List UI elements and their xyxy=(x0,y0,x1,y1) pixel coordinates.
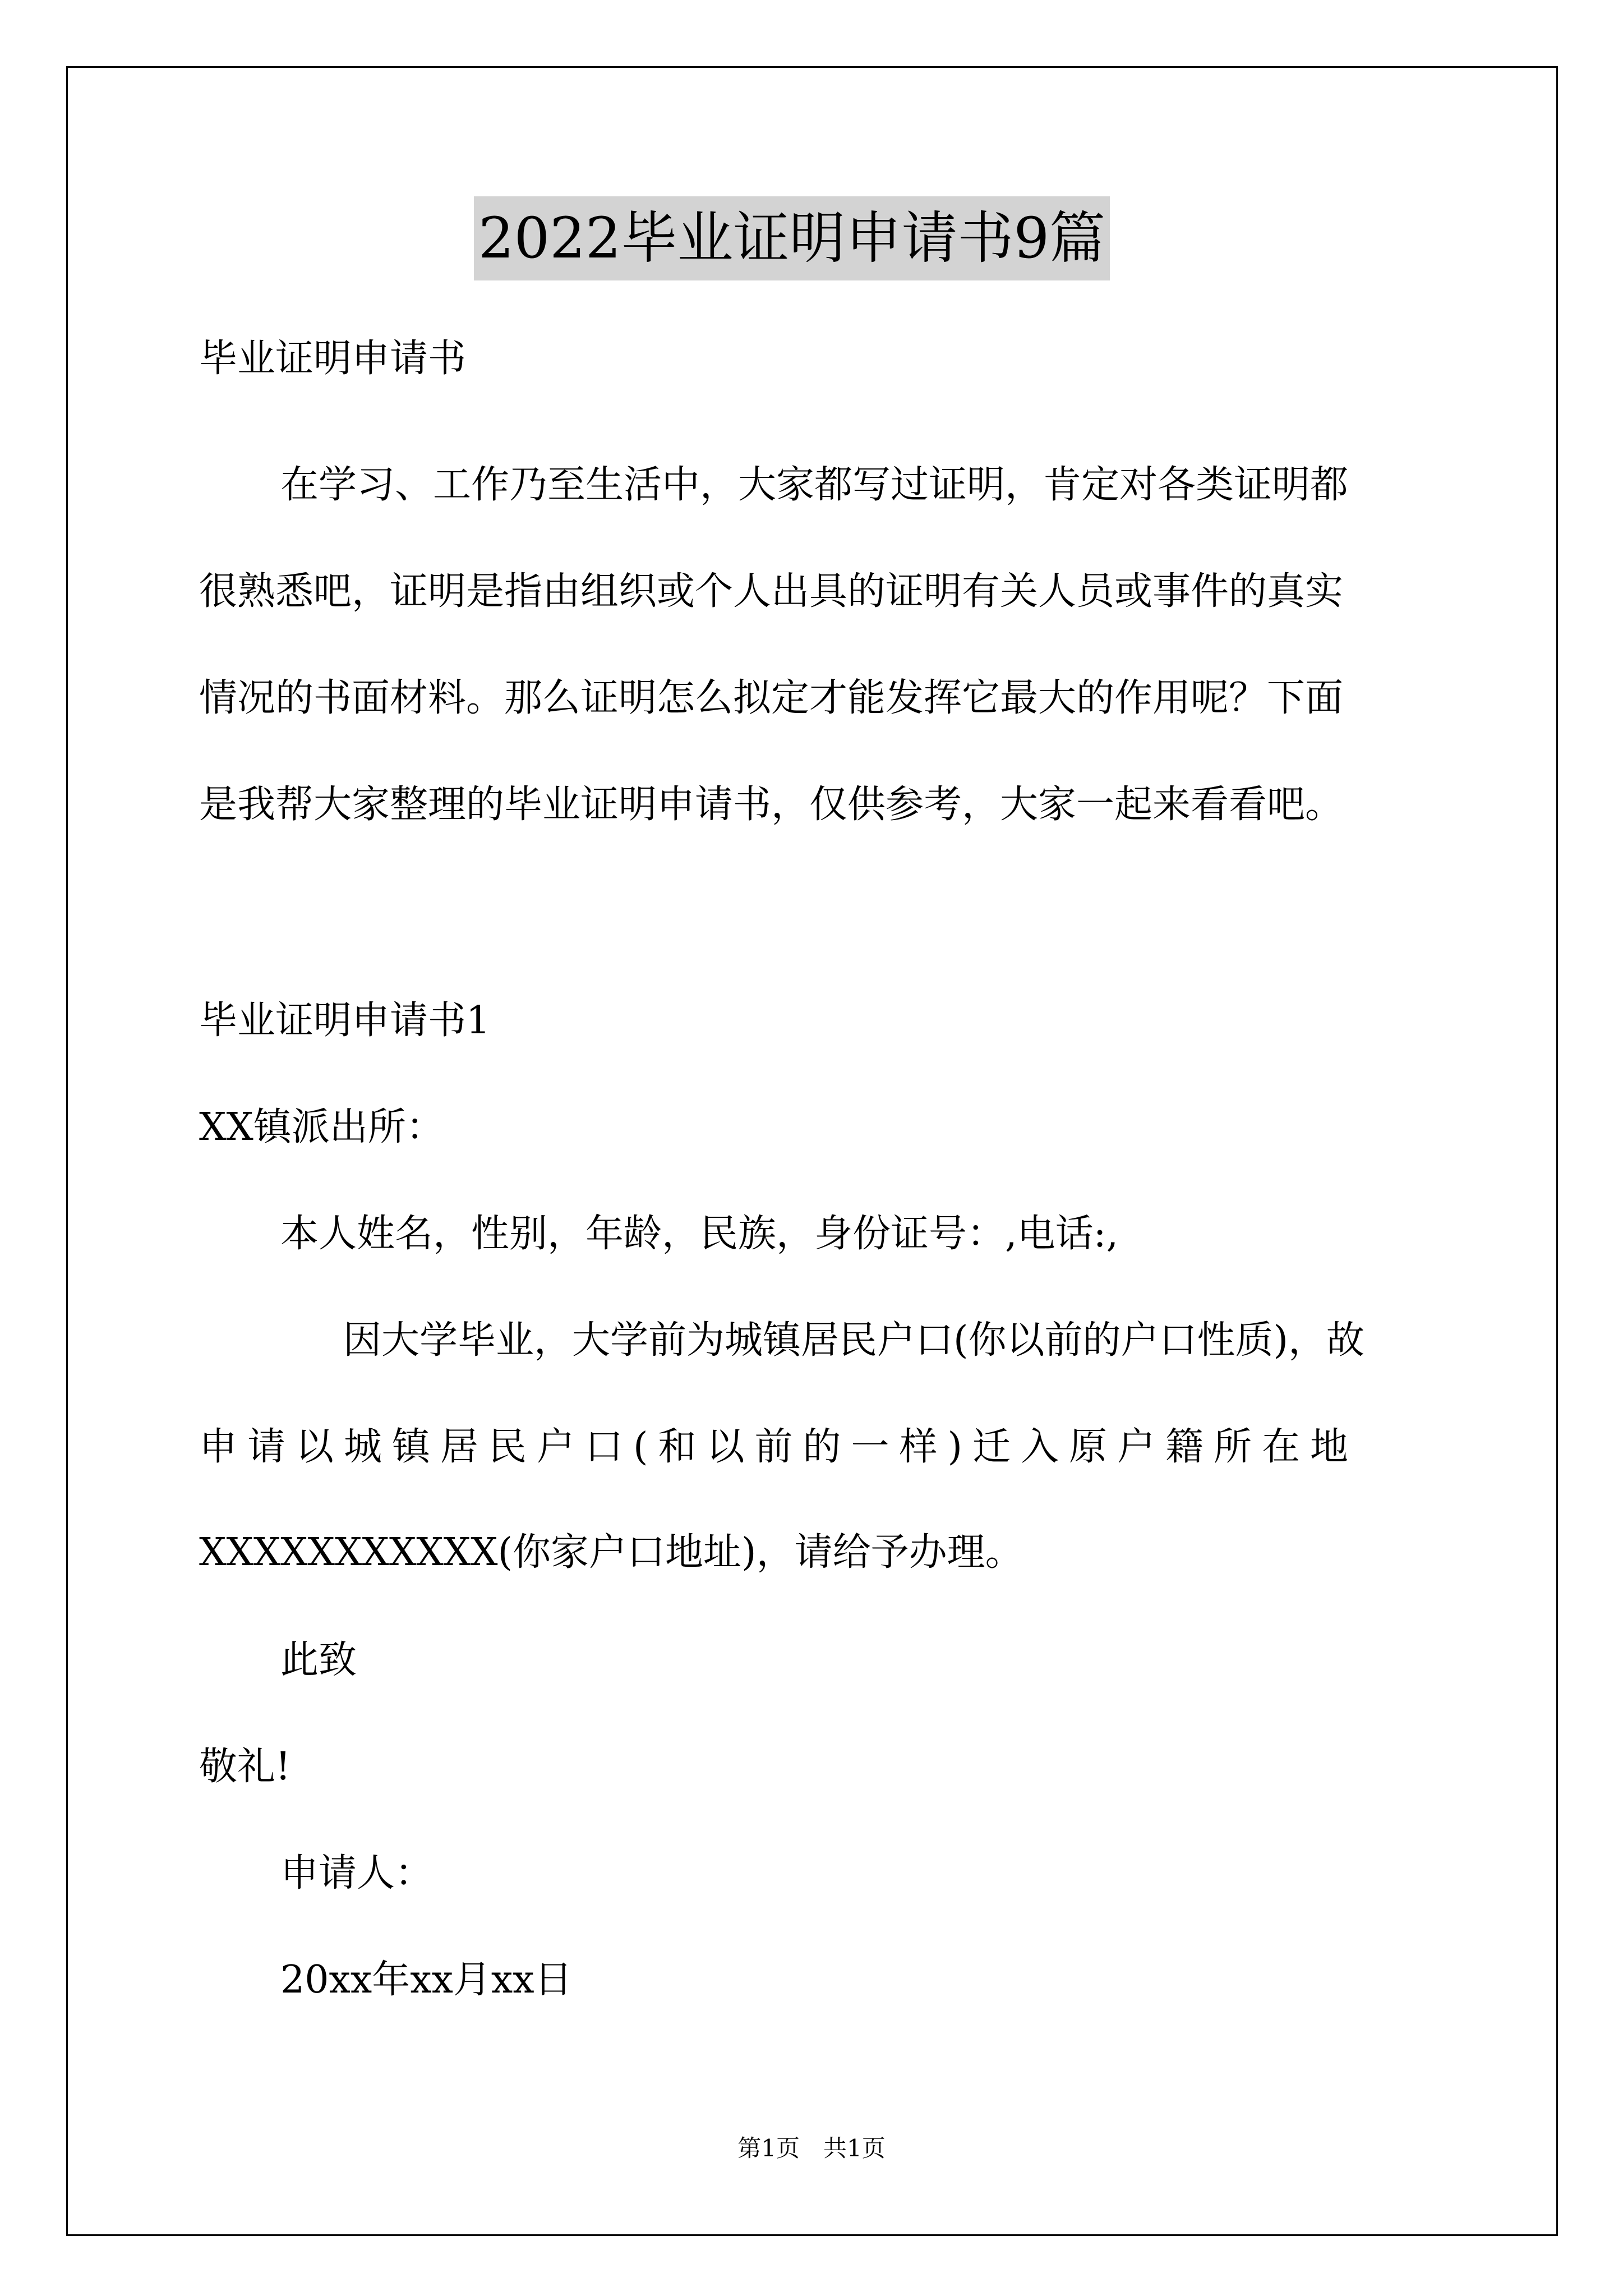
document-title: 2022毕业证明申请书9篇 xyxy=(474,196,1110,280)
body-line-3: XXXXXXXXXXX(你家户口地址)，请给予办理。 xyxy=(199,1530,1023,1575)
page-footer: 第1页 共1页 xyxy=(737,2134,886,2162)
closing-salutation: 此致 xyxy=(280,1638,357,1682)
intro-line-1: 在学习、工作乃至生活中，大家都写过证明，肯定对各类证明都 xyxy=(280,463,1349,507)
closing-regards: 敬礼! xyxy=(199,1745,291,1789)
intro-line-4: 是我帮大家整理的毕业证明申请书，仅供参考，大家一起来看看吧。 xyxy=(199,783,1344,827)
recipient: XX镇派出所： xyxy=(199,1105,444,1149)
intro-line-2: 很熟悉吧，证明是指由组织或个人出具的证明有关人员或事件的真实 xyxy=(199,569,1344,614)
intro-line-3: 情况的书面材料。那么证明怎么拟定才能发挥它最大的作用呢？下面 xyxy=(199,676,1344,720)
signature-date: 20xx年xx月xx日 xyxy=(280,1958,573,2002)
section-heading: 毕业证明申请书 xyxy=(199,337,467,381)
letter-title: 毕业证明申请书1 xyxy=(199,999,491,1043)
body-line-2: 申请以城镇居民户口(和以前的一样)迁入原户籍所在地 xyxy=(199,1425,1359,1469)
applicant-label: 申请人： xyxy=(280,1851,434,1895)
body-line-1: 因大学毕业，大学前为城镇居民户口(你以前的户口性质)，故 xyxy=(343,1318,1365,1363)
personal-info: 本人姓名，性别，年龄，民族，身份证号：,电话:, xyxy=(280,1212,1119,1256)
